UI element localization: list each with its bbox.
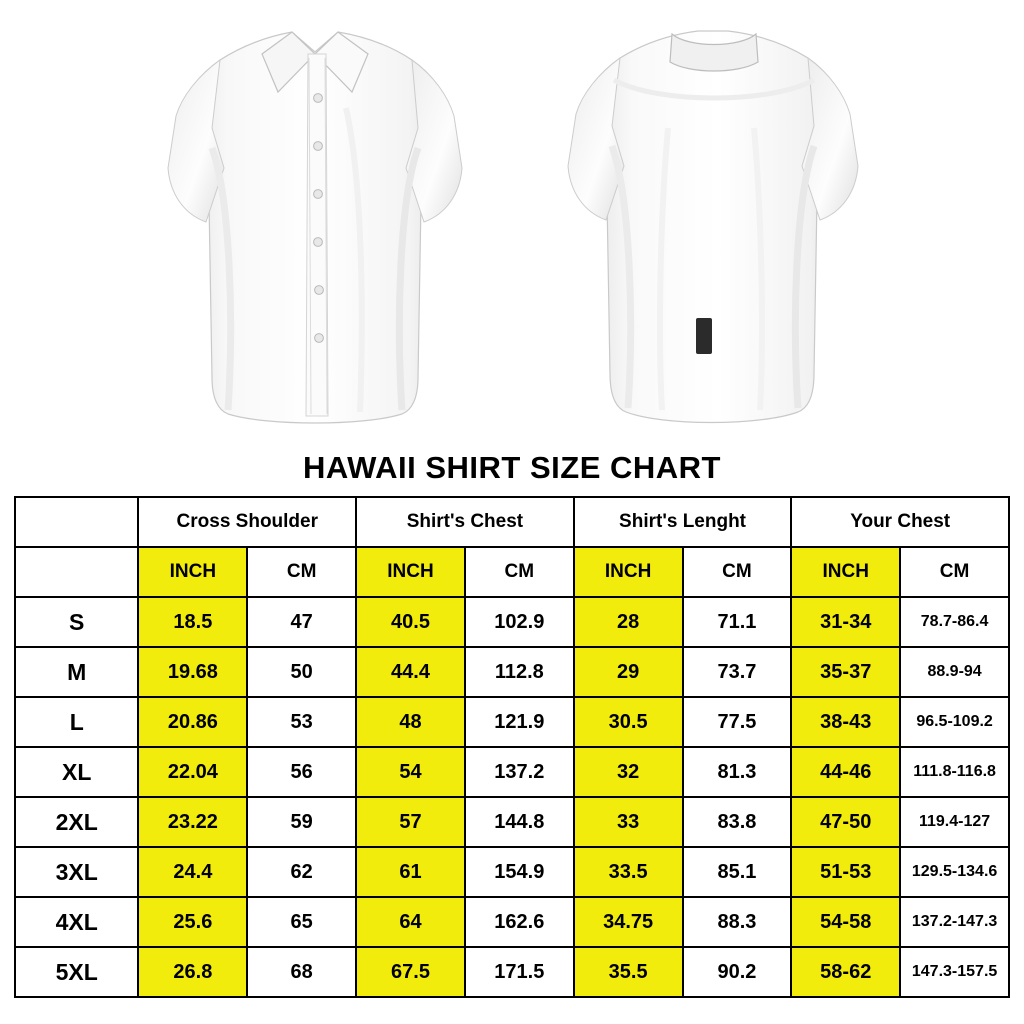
cell-shirts-chest-cm: 144.8 [465, 797, 574, 847]
cell-your-chest-cm: 111.8-116.8 [900, 747, 1009, 797]
cell-cross-shoulder-inch: 20.86 [138, 697, 247, 747]
row-size-label: 2XL [15, 797, 138, 847]
cell-cross-shoulder-inch: 26.8 [138, 947, 247, 997]
row-size-label: 4XL [15, 897, 138, 947]
cell-shirts-chest-inch: 64 [356, 897, 465, 947]
row-size-label: M [15, 647, 138, 697]
cell-shirts-lenght-inch: 32 [574, 747, 683, 797]
cell-your-chest-inch: 35-37 [791, 647, 900, 697]
cell-shirts-lenght-cm: 85.1 [683, 847, 792, 897]
group-header-shirts-chest: Shirt's Chest [356, 497, 574, 547]
cell-shirts-chest-inch: 67.5 [356, 947, 465, 997]
cell-cross-shoulder-cm: 68 [247, 947, 356, 997]
size-chart-table-wrapper [0, 496, 1024, 998]
shirt-front-image [150, 18, 480, 438]
cell-your-chest-cm: 137.2-147.3 [900, 897, 1009, 947]
cell-your-chest-cm: 96.5-109.2 [900, 697, 1009, 747]
unit-header-cross-shoulder-cm: CM [247, 547, 356, 597]
cell-shirts-lenght-inch: 29 [574, 647, 683, 697]
cell-cross-shoulder-cm: 59 [247, 797, 356, 847]
row-size-label: XL [15, 747, 138, 797]
unit-header-shirts-lenght-inch: INCH [574, 547, 683, 597]
cell-shirts-chest-cm: 112.8 [465, 647, 574, 697]
table-corner-cell-2 [15, 547, 138, 597]
cell-cross-shoulder-inch: 24.4 [138, 847, 247, 897]
table-group-header-row [15, 497, 1009, 547]
table-row [15, 947, 1009, 997]
group-header-cross-shoulder: Cross Shoulder [138, 497, 356, 547]
cell-cross-shoulder-cm: 56 [247, 747, 356, 797]
cell-cross-shoulder-cm: 47 [247, 597, 356, 647]
row-size-label: L [15, 697, 138, 747]
cell-your-chest-cm: 78.7-86.4 [900, 597, 1009, 647]
cell-shirts-chest-cm: 137.2 [465, 747, 574, 797]
table-row [15, 747, 1009, 797]
cell-cross-shoulder-inch: 19.68 [138, 647, 247, 697]
unit-header-your-chest-inch: INCH [791, 547, 900, 597]
unit-header-cross-shoulder-inch: INCH [138, 547, 247, 597]
cell-shirts-lenght-cm: 81.3 [683, 747, 792, 797]
cell-shirts-chest-cm: 154.9 [465, 847, 574, 897]
table-corner-cell [15, 497, 138, 547]
cell-cross-shoulder-cm: 62 [247, 847, 356, 897]
group-header-your-chest: Your Chest [791, 497, 1009, 547]
table-row [15, 897, 1009, 947]
cell-cross-shoulder-cm: 50 [247, 647, 356, 697]
row-size-label: 5XL [15, 947, 138, 997]
cell-shirts-chest-inch: 61 [356, 847, 465, 897]
cell-shirts-chest-inch: 54 [356, 747, 465, 797]
table-body [15, 597, 1009, 997]
cell-shirts-lenght-cm: 88.3 [683, 897, 792, 947]
row-size-label: S [15, 597, 138, 647]
cell-cross-shoulder-cm: 53 [247, 697, 356, 747]
row-size-label: 3XL [15, 847, 138, 897]
shirt-back-image [548, 18, 878, 438]
cell-shirts-chest-cm: 171.5 [465, 947, 574, 997]
unit-header-your-chest-cm: CM [900, 547, 1009, 597]
cell-your-chest-inch: 51-53 [791, 847, 900, 897]
cell-shirts-lenght-inch: 33.5 [574, 847, 683, 897]
cell-shirts-chest-inch: 40.5 [356, 597, 465, 647]
cell-your-chest-inch: 47-50 [791, 797, 900, 847]
product-images [0, 0, 1024, 448]
table-unit-header-row [15, 547, 1009, 597]
unit-header-shirts-chest-cm: CM [465, 547, 574, 597]
cell-your-chest-inch: 58-62 [791, 947, 900, 997]
cell-your-chest-cm: 129.5-134.6 [900, 847, 1009, 897]
cell-shirts-lenght-cm: 83.8 [683, 797, 792, 847]
cell-shirts-lenght-inch: 34.75 [574, 897, 683, 947]
table-row [15, 697, 1009, 747]
cell-shirts-lenght-cm: 73.7 [683, 647, 792, 697]
cell-your-chest-cm: 88.9-94 [900, 647, 1009, 697]
cell-cross-shoulder-inch: 22.04 [138, 747, 247, 797]
cell-shirts-chest-cm: 121.9 [465, 697, 574, 747]
cell-cross-shoulder-inch: 18.5 [138, 597, 247, 647]
cell-shirts-lenght-cm: 77.5 [683, 697, 792, 747]
unit-header-shirts-lenght-cm: CM [683, 547, 792, 597]
cell-cross-shoulder-inch: 25.6 [138, 897, 247, 947]
group-header-shirts-lenght: Shirt's Lenght [574, 497, 792, 547]
cell-your-chest-inch: 38-43 [791, 697, 900, 747]
cell-your-chest-cm: 147.3-157.5 [900, 947, 1009, 997]
cell-shirts-lenght-inch: 33 [574, 797, 683, 847]
cell-cross-shoulder-cm: 65 [247, 897, 356, 947]
cell-your-chest-inch: 31-34 [791, 597, 900, 647]
cell-shirts-chest-cm: 162.6 [465, 897, 574, 947]
cell-shirts-chest-inch: 48 [356, 697, 465, 747]
cell-shirts-lenght-cm: 71.1 [683, 597, 792, 647]
cell-your-chest-cm: 119.4-127 [900, 797, 1009, 847]
size-chart-table [14, 496, 1010, 998]
unit-header-shirts-chest-inch: INCH [356, 547, 465, 597]
cell-shirts-lenght-inch: 35.5 [574, 947, 683, 997]
cell-your-chest-inch: 54-58 [791, 897, 900, 947]
cell-shirts-lenght-inch: 30.5 [574, 697, 683, 747]
table-row [15, 597, 1009, 647]
cell-shirts-chest-inch: 57 [356, 797, 465, 847]
table-row [15, 647, 1009, 697]
cell-shirts-lenght-cm: 90.2 [683, 947, 792, 997]
cell-your-chest-inch: 44-46 [791, 747, 900, 797]
cell-shirts-chest-inch: 44.4 [356, 647, 465, 697]
table-row [15, 847, 1009, 897]
cell-shirts-chest-cm: 102.9 [465, 597, 574, 647]
page-title: HAWAII SHIRT SIZE CHART [303, 450, 721, 485]
cell-cross-shoulder-inch: 23.22 [138, 797, 247, 847]
table-row [15, 797, 1009, 847]
cell-shirts-lenght-inch: 28 [574, 597, 683, 647]
